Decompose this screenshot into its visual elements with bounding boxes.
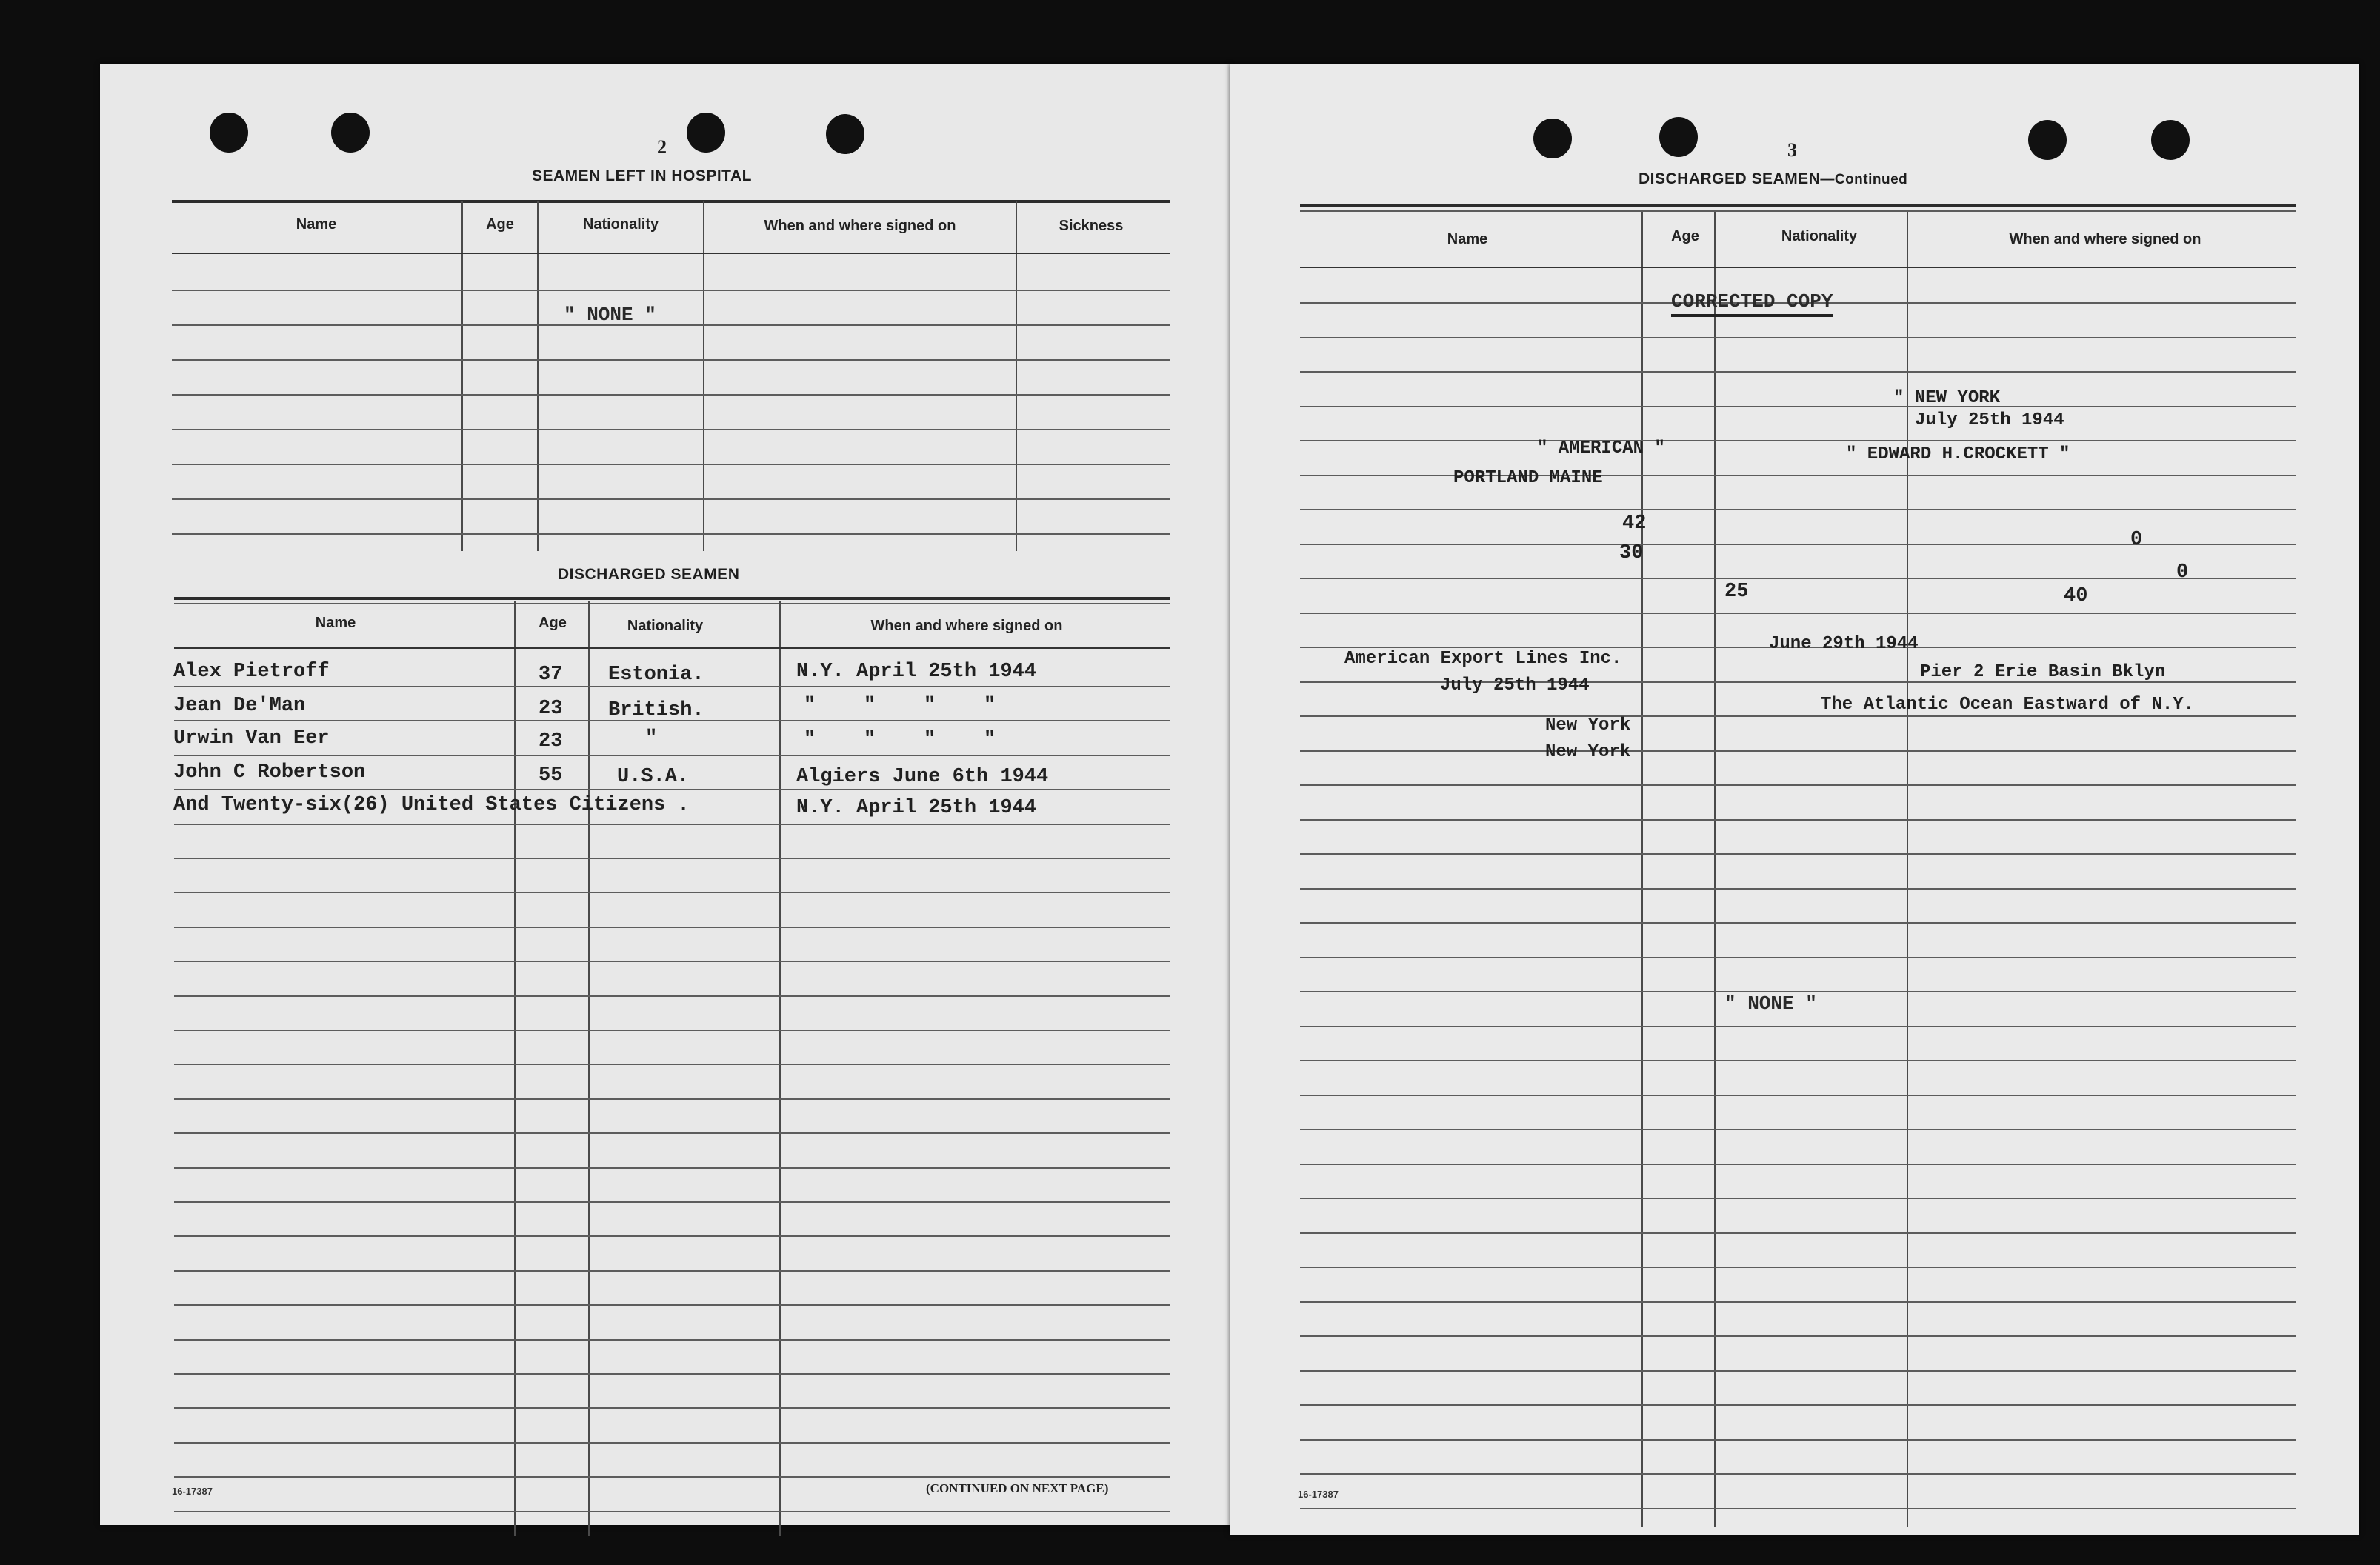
ruled-line <box>174 1132 1170 1134</box>
ruled-line <box>174 755 1170 756</box>
discharged-signed-on: " " " " <box>804 695 996 717</box>
table-rule <box>172 394 1170 396</box>
ruled-line <box>1300 1439 2296 1441</box>
discharged-name: Alex Pietroff <box>173 661 330 683</box>
discharged-nationality: British. <box>608 699 704 721</box>
ruled-line <box>174 789 1170 790</box>
ruled-line <box>1300 613 2296 614</box>
discharged-signed-on: N.Y. April 25th 1944 <box>796 661 1037 683</box>
punch-hole <box>2151 120 2190 160</box>
place-entry: Pier 2 Erie Basin Bklyn <box>1920 662 2166 682</box>
date-entry: June 29th 1944 <box>1769 634 1919 654</box>
column-rule <box>514 601 516 1536</box>
table-rule <box>1300 267 2296 268</box>
ruled-line <box>174 1270 1170 1272</box>
table-rule <box>172 324 1170 326</box>
table-rule <box>172 290 1170 291</box>
punch-hole <box>2028 120 2067 160</box>
discharged-age: 37 <box>539 664 563 686</box>
ruled-line <box>1300 1370 2296 1372</box>
port-entry: PORTLAND MAINE <box>1453 468 1603 488</box>
date-entry: July 25th 1944 <box>1440 675 1590 695</box>
table-rule <box>172 533 1170 535</box>
ruled-line <box>1300 1335 2296 1337</box>
form-number: 16-17387 <box>1298 1489 1339 1500</box>
column-header-name: Name <box>1447 231 1488 247</box>
page-title-continued: —Continued <box>1820 172 1908 187</box>
table-rule <box>174 603 1170 604</box>
ruled-line <box>174 995 1170 997</box>
punch-hole <box>210 113 248 153</box>
table-rule <box>172 359 1170 361</box>
ruled-line <box>1300 337 2296 338</box>
hospital-none-entry: " NONE " <box>564 304 656 326</box>
ruled-line <box>174 892 1170 893</box>
number-entry: 42 <box>1622 513 1647 535</box>
ruled-line <box>1300 819 2296 821</box>
ruled-line <box>1300 544 2296 545</box>
punch-hole <box>1533 119 1572 158</box>
ruled-line <box>174 1201 1170 1203</box>
discharged-age: 55 <box>539 764 563 787</box>
discharged-nationality: Estonia. <box>608 664 704 686</box>
place-entry: New York <box>1545 742 1631 762</box>
ruled-line <box>1300 371 2296 373</box>
port-entry: " NEW YORK <box>1893 388 2001 408</box>
ruled-line <box>1300 1267 2296 1268</box>
ruled-line <box>174 1511 1170 1512</box>
table-rule <box>172 429 1170 430</box>
column-header-signed-on: When and where signed on <box>2009 231 2201 247</box>
discharged-signed-on: " " " " <box>804 729 996 751</box>
ruled-line <box>1300 715 2296 717</box>
page-title <box>1639 170 1907 188</box>
ruled-line <box>174 686 1170 687</box>
none-entry: " NONE " <box>1724 992 1817 1015</box>
discharged-summary: And Twenty-six(26) United States Citizens . <box>173 794 690 816</box>
column-header-nationality: Nationality <box>627 618 704 634</box>
ruled-line <box>174 1098 1170 1100</box>
discharged-age: 23 <box>539 730 563 753</box>
ruled-line <box>174 1339 1170 1341</box>
ruled-line <box>1300 578 2296 579</box>
ruled-line <box>1300 1164 2296 1165</box>
column-header-nationality: Nationality <box>1781 228 1858 244</box>
ruled-line <box>174 1064 1170 1065</box>
ruled-line <box>1300 1232 2296 1234</box>
ruled-line <box>1300 1129 2296 1130</box>
discharged-name: John C Robertson <box>173 761 366 784</box>
ruled-line <box>174 858 1170 859</box>
table-rule <box>172 498 1170 500</box>
discharged-nationality: U.S.A. <box>617 766 690 788</box>
ruled-line <box>1300 1095 2296 1096</box>
ruled-line <box>1300 1026 2296 1027</box>
table-rule <box>1300 204 2296 207</box>
ruled-line <box>174 927 1170 928</box>
ruled-line <box>1300 922 2296 924</box>
ruled-line <box>1300 1060 2296 1061</box>
ruled-line <box>1300 440 2296 441</box>
number-entry: 30 <box>1619 542 1644 564</box>
discharged-name: Urwin Van Eer <box>173 727 330 750</box>
column-header-age: Age <box>1671 228 1699 244</box>
form-number: 16-17387 <box>172 1486 213 1497</box>
ruled-line <box>174 1304 1170 1306</box>
column-header-age: Age <box>486 216 514 233</box>
table-rule <box>172 253 1170 254</box>
company-entry: American Export Lines Inc. <box>1344 649 1622 669</box>
number-entry: 0 <box>2130 529 2143 551</box>
table-rule <box>174 647 1170 649</box>
number-entry: 0 <box>2176 561 2189 584</box>
ruled-line <box>1300 1404 2296 1406</box>
page-number: 2 <box>657 136 667 158</box>
discharged-section-title: DISCHARGED SEAMEN <box>558 566 740 583</box>
column-header-sickness: Sickness <box>1059 218 1124 234</box>
ruled-line <box>1300 784 2296 786</box>
number-entry: 40 <box>2064 585 2088 607</box>
table-rule <box>174 597 1170 600</box>
ruled-line <box>1300 1473 2296 1475</box>
punch-hole <box>687 113 725 153</box>
column-header-name: Name <box>315 615 356 631</box>
place-entry: New York <box>1545 715 1631 735</box>
ruled-line <box>174 1407 1170 1409</box>
page-number: 3 <box>1787 139 1797 161</box>
ruled-line <box>1300 853 2296 855</box>
master-entry: " EDWARD H.CROCKETT " <box>1846 444 2070 464</box>
ruled-line <box>174 1167 1170 1169</box>
column-header-name: Name <box>296 216 337 233</box>
left-page <box>100 64 1230 1525</box>
discharged-age: 23 <box>539 698 563 720</box>
hospital-section-title: SEAMEN LEFT IN HOSPITAL <box>532 167 752 184</box>
column-header-age: Age <box>539 615 567 631</box>
right-page <box>1230 64 2359 1535</box>
ruled-line <box>1300 1301 2296 1303</box>
punch-hole <box>331 113 370 153</box>
punch-hole <box>826 114 864 154</box>
ruled-line <box>1300 957 2296 958</box>
ruled-line <box>174 1235 1170 1237</box>
ruled-line <box>1300 750 2296 752</box>
ruled-line <box>174 1442 1170 1444</box>
discharged-signed-on: Algiers June 6th 1944 <box>796 766 1049 788</box>
nationality-entry: " AMERICAN " <box>1537 438 1665 458</box>
table-rule <box>1300 210 2296 212</box>
column-header-signed-on: When and where signed on <box>764 218 956 234</box>
column-rule <box>1714 212 1716 1527</box>
ruled-line <box>174 1476 1170 1478</box>
date-entry: July 25th 1944 <box>1915 410 2064 430</box>
column-rule <box>779 601 781 1536</box>
punch-hole <box>1659 117 1698 157</box>
discharged-nationality: " <box>645 727 658 750</box>
ruled-line <box>1300 509 2296 510</box>
corrected-copy-stamp: CORRECTED COPY <box>1671 290 1833 317</box>
discharged-summary-signed-on: N.Y. April 25th 1944 <box>796 797 1037 819</box>
ruled-line <box>174 961 1170 962</box>
column-header-nationality: Nationality <box>582 216 659 233</box>
ruled-line <box>1300 1508 2296 1509</box>
ruled-line <box>1300 475 2296 476</box>
ruled-line <box>174 824 1170 825</box>
column-rule <box>588 601 590 1536</box>
ruled-line <box>1300 1198 2296 1199</box>
number-entry: 25 <box>1724 581 1749 603</box>
column-rule <box>1907 212 1908 1527</box>
discharged-name: Jean De'Man <box>173 695 306 717</box>
column-header-signed-on: When and where signed on <box>870 618 1063 634</box>
ruled-line <box>174 1373 1170 1375</box>
ruled-line <box>174 1030 1170 1031</box>
ruled-line <box>1300 406 2296 407</box>
column-rule <box>1641 212 1643 1527</box>
place-entry: The Atlantic Ocean Eastward of N.Y. <box>1821 695 2195 715</box>
table-rule <box>172 464 1170 465</box>
continued-note: (CONTINUED ON NEXT PAGE) <box>926 1481 1109 1495</box>
page-title-main: DISCHARGED SEAMEN <box>1639 170 1821 187</box>
table-rule <box>172 200 1170 203</box>
ruled-line <box>1300 888 2296 890</box>
